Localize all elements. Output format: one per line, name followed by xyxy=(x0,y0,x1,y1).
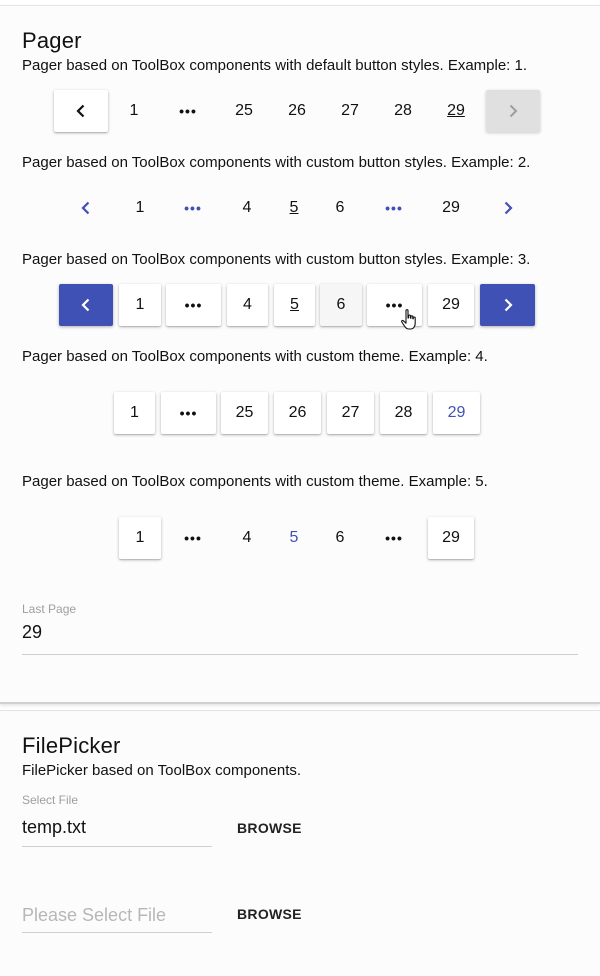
next-page-button[interactable] xyxy=(484,187,532,229)
current-page-button[interactable]: 5 xyxy=(270,517,318,559)
prev-page-button[interactable] xyxy=(62,187,110,229)
page-button[interactable]: 29 xyxy=(428,284,474,326)
current-page-button[interactable]: 5 xyxy=(270,187,318,229)
pager-example-4 xyxy=(0,392,600,434)
page-button[interactable]: 1 xyxy=(116,187,164,229)
pager-example-5 xyxy=(0,517,600,559)
select-file-field[interactable] xyxy=(22,793,212,849)
file-input-placeholder[interactable]: Please Select File xyxy=(22,905,167,925)
page-button[interactable]: 25 xyxy=(221,392,268,434)
chevron-right-icon xyxy=(506,104,520,118)
ellipsis-button[interactable]: ••• xyxy=(367,284,422,326)
pager-title: Pager xyxy=(22,28,82,53)
page-button[interactable]: 6 xyxy=(316,517,364,559)
browse-button[interactable]: BROWSE xyxy=(237,820,302,836)
last-page-input[interactable]: 29 xyxy=(22,622,43,642)
example-1-description: Pager based on ToolBox components with default button styles. Example: 1. xyxy=(22,57,528,74)
input-underline xyxy=(22,932,212,933)
page-button[interactable]: 1 xyxy=(119,517,161,559)
ellipsis-button[interactable]: ••• xyxy=(161,392,216,434)
select-file-label: Select File xyxy=(22,793,79,807)
input-underline xyxy=(22,846,212,847)
chevron-left-icon xyxy=(79,201,93,215)
next-page-button[interactable] xyxy=(480,284,535,326)
prev-page-button[interactable] xyxy=(59,284,113,326)
current-page-button[interactable]: 5 xyxy=(274,284,315,326)
page-button[interactable]: 28 xyxy=(379,90,427,132)
prev-page-button[interactable] xyxy=(54,90,108,132)
select-file-input[interactable]: temp.txt xyxy=(22,817,87,837)
page-button[interactable]: 26 xyxy=(274,392,321,434)
example-5-description: Pager based on ToolBox components with custom theme. Example: 5. xyxy=(22,473,488,490)
page-button[interactable]: 1 xyxy=(114,392,155,434)
page-button[interactable]: 28 xyxy=(380,392,427,434)
example-3-description: Pager based on ToolBox components with custom button styles. Example: 3. xyxy=(22,251,531,268)
page-button[interactable]: 6 xyxy=(320,284,362,326)
page-button[interactable]: 6 xyxy=(316,187,364,229)
current-page-button[interactable]: 29 xyxy=(433,392,480,434)
page-button[interactable]: 29 xyxy=(427,187,475,229)
page-button[interactable]: 4 xyxy=(227,284,268,326)
ellipsis-button[interactable]: ••• xyxy=(167,517,219,559)
chevron-right-icon xyxy=(501,201,515,215)
current-page-button[interactable]: 29 xyxy=(432,90,480,132)
browse-button[interactable]: BROWSE xyxy=(237,906,302,922)
page-button[interactable]: 4 xyxy=(223,187,271,229)
pager-example-3 xyxy=(0,284,600,326)
ellipsis-button[interactable]: ••• xyxy=(368,517,420,559)
pager-example-2 xyxy=(0,187,600,229)
example-4-description: Pager based on ToolBox components with custom theme. Example: 4. xyxy=(22,348,488,365)
chevron-left-icon xyxy=(74,104,88,118)
example-2-description: Pager based on ToolBox components with custom button styles. Example: 2. xyxy=(22,154,531,171)
file-field-empty[interactable] xyxy=(22,901,212,935)
filepicker-card xyxy=(0,710,600,976)
page-button[interactable]: 1 xyxy=(110,90,158,132)
page-button[interactable]: 29 xyxy=(428,517,474,559)
chevron-right-icon xyxy=(501,298,515,312)
page-button[interactable]: 26 xyxy=(273,90,321,132)
last-page-field[interactable] xyxy=(22,602,578,658)
last-page-label: Last Page xyxy=(22,602,77,616)
page-button[interactable]: 1 xyxy=(119,284,161,326)
ellipsis-button[interactable]: ••• xyxy=(368,187,420,229)
hand-pointer-icon xyxy=(400,308,422,332)
pager-example-1 xyxy=(0,90,600,132)
page-button[interactable]: 27 xyxy=(326,90,374,132)
page-button[interactable]: 4 xyxy=(223,517,271,559)
page-button[interactable]: 25 xyxy=(220,90,268,132)
filepicker-description: FilePicker based on ToolBox components. xyxy=(22,762,302,779)
next-page-button-disabled[interactable] xyxy=(486,90,540,132)
page-button[interactable]: 27 xyxy=(327,392,374,434)
chevron-left-icon xyxy=(79,298,93,312)
ellipsis-button[interactable]: ••• xyxy=(166,284,221,326)
ellipsis-button[interactable]: ••• xyxy=(162,90,214,132)
filepicker-title: FilePicker xyxy=(22,733,121,758)
input-underline xyxy=(22,654,578,655)
ellipsis-button[interactable]: ••• xyxy=(167,187,219,229)
pager-card xyxy=(0,5,600,704)
